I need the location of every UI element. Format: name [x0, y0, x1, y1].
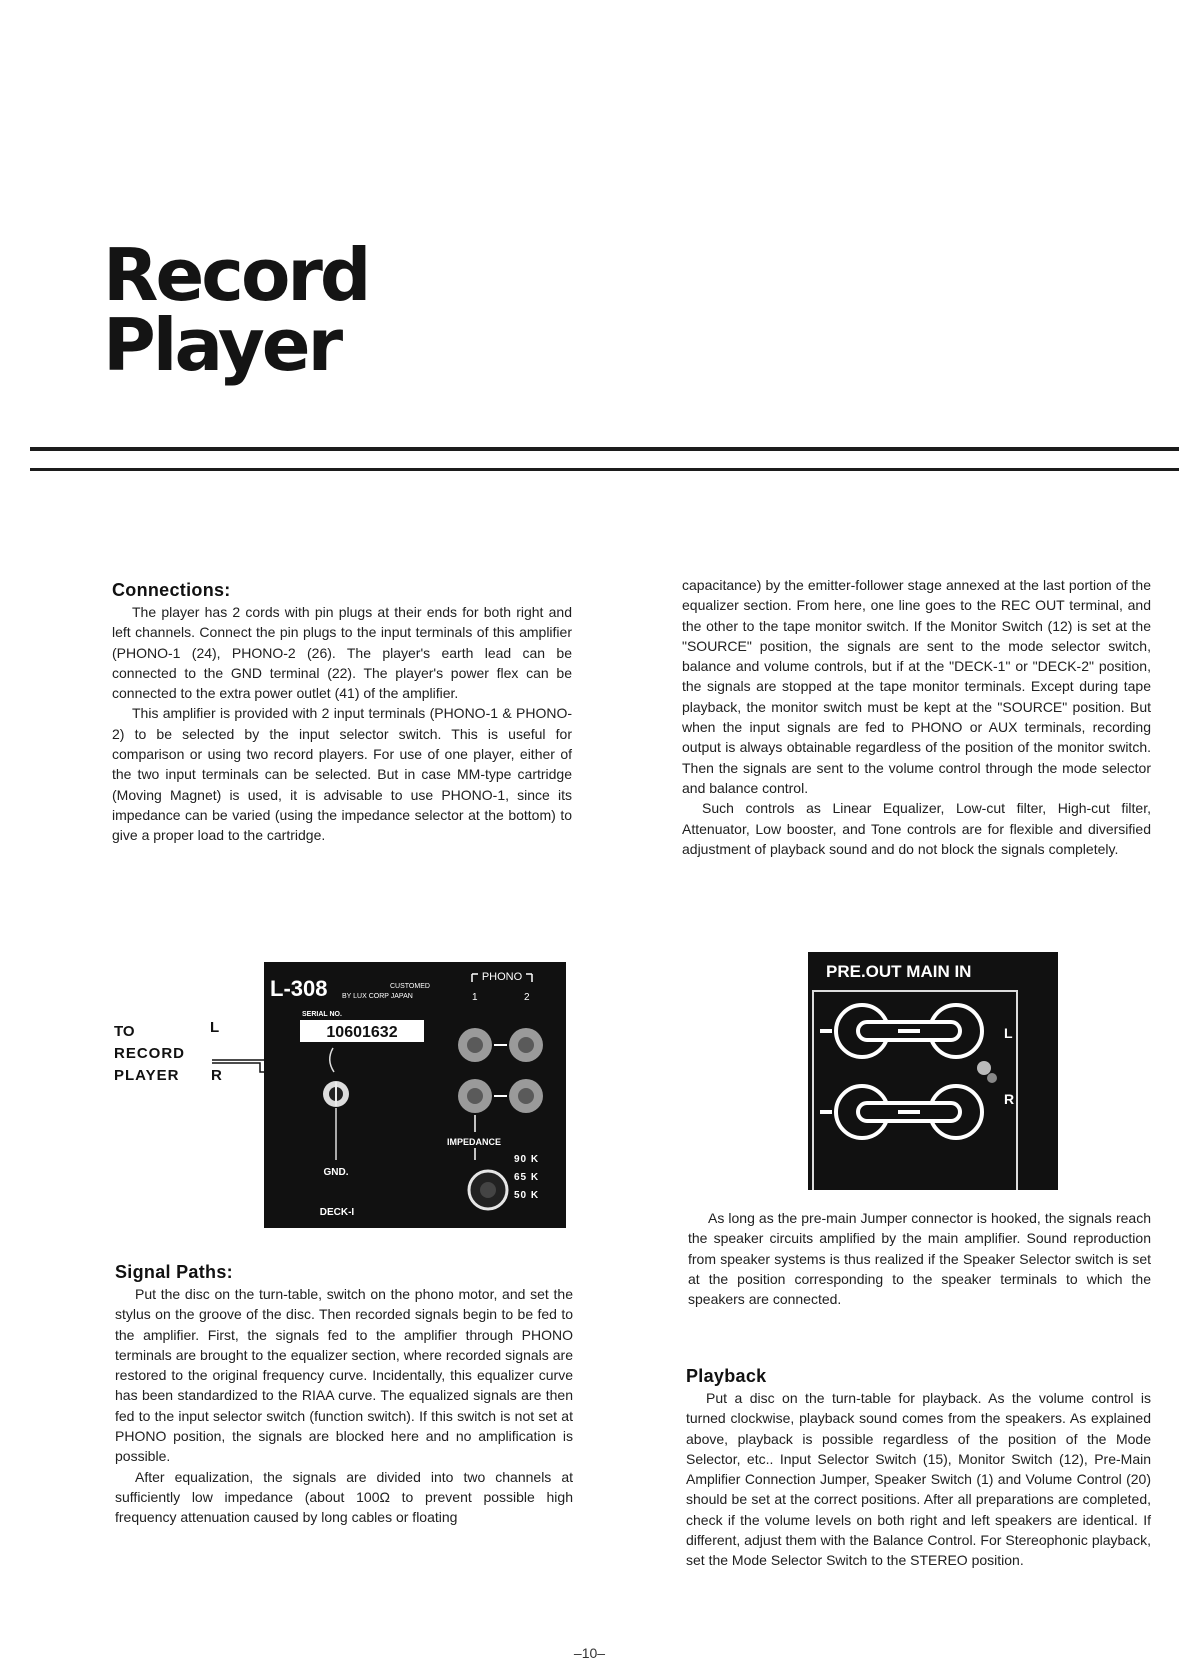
jack-left-label: L: [1004, 1025, 1013, 1041]
playback-heading: Playback: [686, 1366, 767, 1386]
impedance-50k: 50 K: [514, 1190, 540, 1201]
continued-section: [682, 575, 1151, 859]
lead-right-label: R: [211, 1067, 222, 1084]
serial-label: SERIAL NO.: [302, 1011, 342, 1018]
pre-out-main-in-label: PRE.OUT MAIN IN: [826, 962, 972, 981]
phono-panel-figure: [112, 960, 572, 1230]
header-rule-top: [30, 447, 1179, 451]
phono-2-label: 2: [524, 992, 530, 1003]
pre-main-panel: [808, 952, 1058, 1190]
player-label: PLAYER: [114, 1067, 180, 1084]
gnd-label: GND.: [323, 1167, 349, 1178]
phono-1-label: 1: [472, 992, 478, 1003]
model-label: L-308: [270, 976, 328, 1001]
record-label: RECORD: [114, 1045, 186, 1062]
impedance-90k: 90 K: [514, 1154, 540, 1165]
deck-label: DECK-I: [319, 1207, 355, 1218]
header-rule-bottom: [30, 468, 1179, 471]
customed-label: CUSTOMED: [390, 983, 430, 990]
signal-paths-heading: Signal Paths:: [115, 1262, 233, 1282]
connections-heading: Connections:: [112, 580, 231, 600]
connections-paragraph-2: This amplifier is provided with 2 input terminals (PHONO-1 & PHONO-2) to be selected by the input selector switch. This is useful for comparison or using two record players. For use of one player, either of the two input terminals can be selected. But in case MM-type cartridge (Moving Magnet) is used, it is advisable to use PHONO-1, since its impedance can be varied (using the impedance selector at the bottom) to give a proper load to the cartridge.: [112, 705, 572, 844]
connections-section: [112, 578, 572, 846]
page-title: [103, 233, 369, 387]
lead-left-label: L: [210, 1019, 220, 1036]
signal-paths-paragraph-2: After equalization, the signals are divided into two channels at sufficiently low impedance (about 100Ω to prevent possible high frequency attenuation caused by long cables or floating: [115, 1468, 573, 1526]
impedance-65k: 65 K: [514, 1172, 540, 1183]
signal-paths-section: [115, 1260, 573, 1528]
maker-label: BY LUX CORP JAPAN: [342, 993, 413, 1000]
to-label: TO: [114, 1023, 135, 1040]
playback-paragraph: Put a disc on the turn-table for playback. As the volume control is turned clockwise, playback sound comes from the speakers. As explained above, playback is possible regardless of the position of the Mode Selector, etc.. Input Selector Switch (15), Monitor Switch (12), Pre-Main Amplifier Connection Jumper, Speaker Switch (1) and Volume Control (20) should be set at the correct positions. After all preparations are completed, check if the volume levels on both right and left speakers are identical. If different, adjust them with the Balance Control. For Stereophonic playback, set the Mode Selector Switch to the STEREO position.: [686, 1390, 1151, 1569]
continued-paragraph-2: Such controls as Linear Equalizer, Low-cut filter, High-cut filter, Attenuator, Low booster, and Tone controls are for flexible and diversified adjustment of playback sound and do not block the signals completely.: [682, 800, 1151, 857]
connections-paragraph-1: The player has 2 cords with pin plugs at their ends for both right and left channels. Connect the pin plugs to the input terminals of this amplifier (PHONO-1 (24), PHONO-2 (26). The player's earth lead can be connected to the GND terminal (22). The player's power flex can be connected to the extra power outlet (41) of the amplifier.: [112, 604, 572, 702]
pre-main-jumper-figure: [808, 952, 1058, 1190]
title-line-2: Player: [103, 303, 341, 387]
continued-paragraph-1: capacitance) by the emitter-follower stage annexed at the last portion of the equalizer section. From here, one line goes to the REC OUT terminal, and the other to the tape monitor switch. If the Monitor Switch (12) is set at the "SOURCE" position, the signals are sent to the mode selector switch, balance and volume controls, but if at the "DECK-1" or "DECK-2" position, the signals are stopped at the tape monitor terminals. Except during tape playback, the monitor switch must be kept at the "SOURCE" position. But when the input signals are fed to PHONO or AUX terminals, recording output is always obtainable regardless of the position of the monitor switch. Then the signals are sent to the volume control through the mode selector and balance control.: [682, 577, 1151, 796]
serial-number: 10601632: [326, 1024, 398, 1041]
impedance-label: IMPEDANCE: [446, 1137, 502, 1147]
signal-paths-paragraph-1: Put the disc on the turn-table, switch on the phono motor, and set the stylus on the groove of the disc. Then recorded signals begin to be fed to the amplifier. First, the signals fed to the amplifier through PHONO terminals are brought to the equalizer section, where recorded signals are restored to the original frequency curve. Incidentally, this equalizer curve has been standardized to the RIAA curve. The equalized signals are then fed to the input selector switch (function switch). If this switch is not set at PHONO position, the signals are blocked here and no amplification is possible.: [115, 1286, 573, 1465]
pre-main-text-section: [688, 1208, 1151, 1309]
jack-right-label: R: [1004, 1091, 1015, 1107]
phono-label: PHONO: [481, 971, 523, 983]
title-line-1: Record: [103, 233, 369, 317]
pre-main-paragraph: As long as the pre-main Jumper connector is hooked, the signals reach the speaker circuits amplified by the main amplifier. Sound reproduction from speaker systems is thus realized if the Speaker Selector switch is set at the position corresponding to the speaker terminals to which the speakers are connected.: [688, 1210, 1151, 1308]
playback-section: [686, 1364, 1151, 1571]
page-number: –10–: [573, 1645, 606, 1661]
